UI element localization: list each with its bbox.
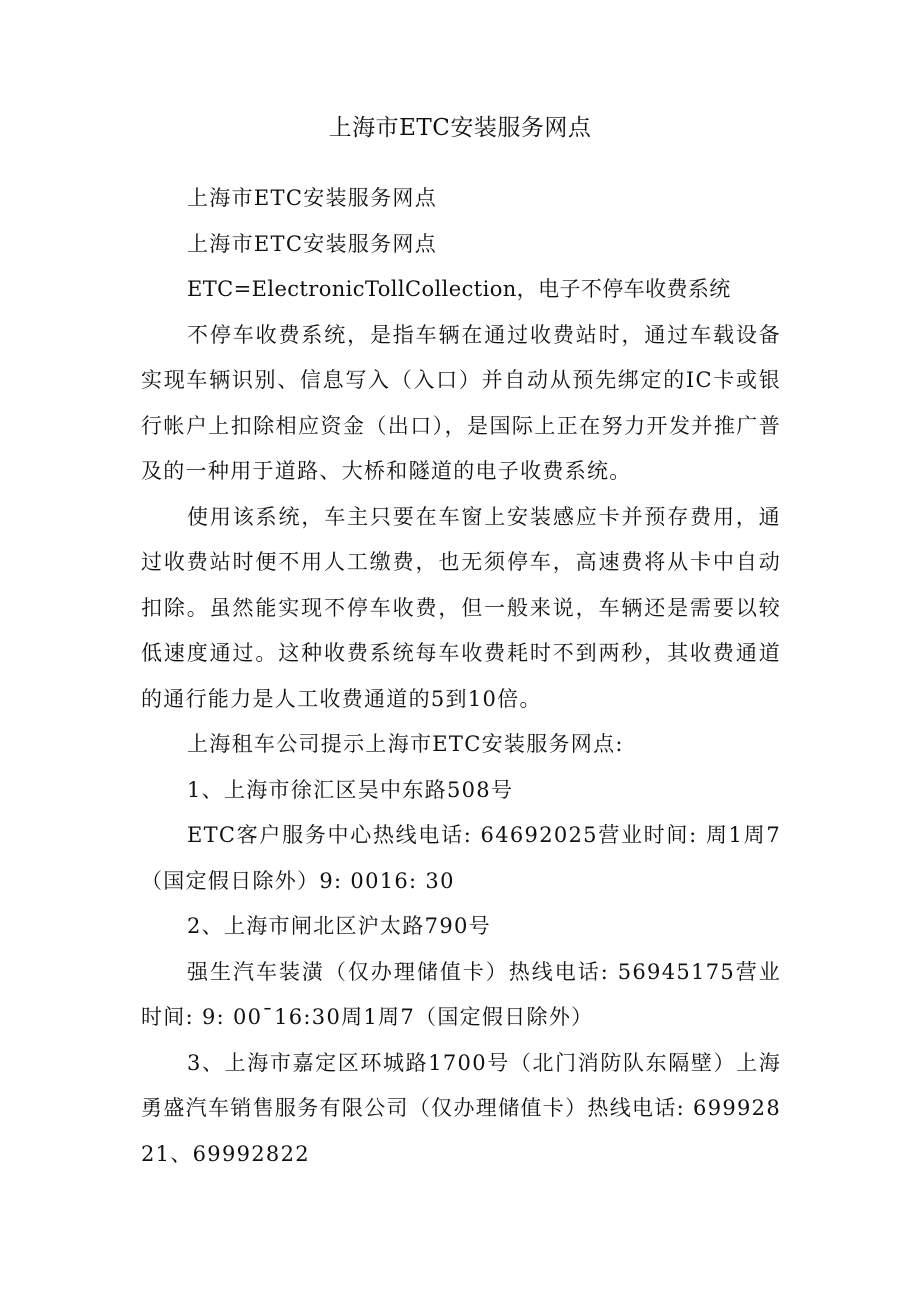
paragraph-system-description: 不停车收费系统，是指车辆在通过收费站时，通过车载设备实现车辆识别、信息写入（入口）并自动从预先绑定的IC卡或银行帐户上扣除相应资金（出口），是国际上正在努力开发并推广普及的一种用于道路、大桥和隧道的电子收费系统。: [141, 322, 781, 483]
location-1-details: ETC客户服务中心热线电话: 64692025营业时间: 周1周7（国定假日除外）9: 0016: 30: [141, 823, 781, 893]
location-1-address: 1、上海市徐汇区吴中东路508号: [187, 777, 514, 802]
document-body: [141, 176, 781, 1177]
location-2-details: 强生汽车装潢（仅办理储值卡）热线电话: 56945175营业时间: 9: 00¯16:30周1周7（国定假日除外）: [141, 959, 781, 1029]
location-2-address: 2、上海市闸北区沪太路790号: [187, 914, 491, 938]
location-3-details: 3、上海市嘉定区环城路1700号（北门消防队东隔壁）上海勇盛汽车销售服务有限公司（仅办理储值卡）热线电话: 69992821、69992822: [141, 1050, 781, 1166]
paragraph-system-usage: 使用该系统，车主只要在车窗上安装感应卡并预存费用，通过收费站时便不用人工缴费，也无须停车，高速费将从卡中自动扣除。虽然能实现不停车收费，但一般来说，车辆还是需要以较低速度通过。这种收费系统每车收费耗时不到两秒，其收费通道的通行能力是人工收费通道的5到10倍。: [141, 504, 781, 711]
document-title: 上海市ETC安装服务网点: [328, 115, 592, 141]
paragraph-etc-definition: ETC=ElectronicTollCollection，电子不停车收费系统: [187, 277, 731, 301]
paragraph-heading-repeat-1: 上海市ETC安装服务网点: [187, 186, 438, 210]
paragraph-locations-intro: 上海租车公司提示上海市ETC安装服务网点:: [187, 732, 624, 756]
paragraph-heading-repeat-2: 上海市ETC安装服务网点: [187, 231, 438, 256]
